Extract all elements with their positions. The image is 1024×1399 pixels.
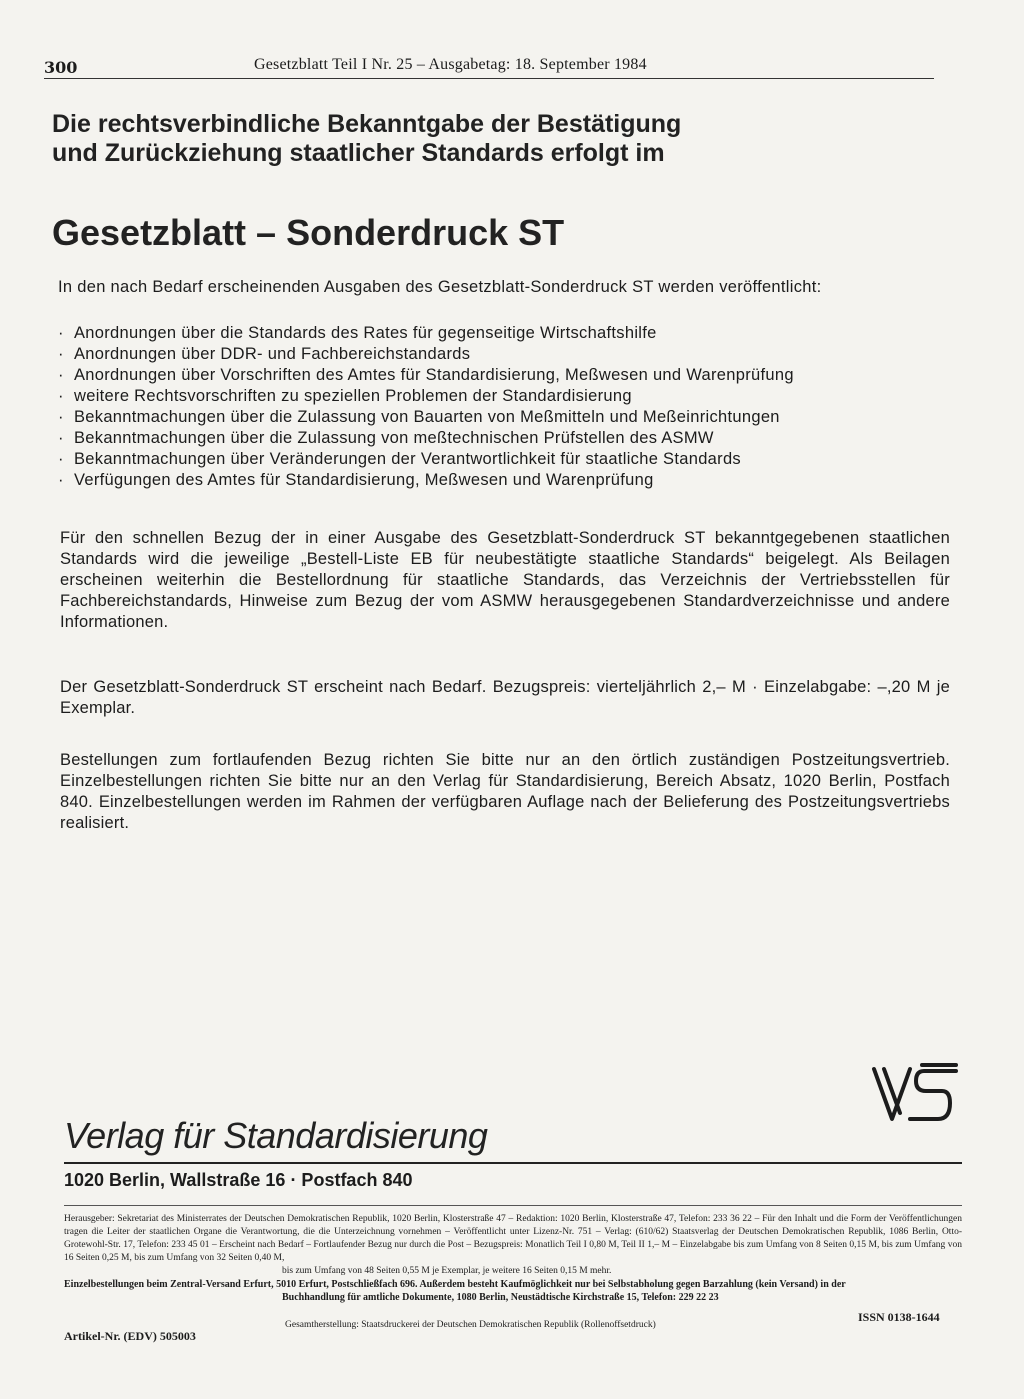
imprint-bookstore: Buchhandlung für amtliche Dokumente, 1080 Berlin, Neustädtische Kirchstraße 15, Telefon: 229 22 23 xyxy=(282,1292,719,1303)
list-item: · Anordnungen über Vorschriften des Amtes für Standardisierung, Meßwesen und Warenprüfung xyxy=(58,366,794,384)
list-item: · Bekanntmachungen über die Zulassung von meßtechnischen Prüfstellen des ASMW xyxy=(58,429,714,447)
list-item: · Bekanntmachungen über die Zulassung von Bauarten von Meßmitteln und Meßeinrichtungen xyxy=(58,408,780,426)
divider xyxy=(64,1162,962,1164)
divider xyxy=(64,1205,962,1206)
list-item: · Verfügungen des Amtes für Standardisierung, Meßwesen und Warenprüfung xyxy=(58,471,654,489)
list-item: · Bekanntmachungen über Veränderungen der Verantwortlichkeit für staatliche Standards xyxy=(58,450,741,468)
publisher-name: Verlag für Standardisierung xyxy=(64,1115,488,1156)
imprint-text: bis zum Umfang von 48 Seiten 0,55 M je Exemplar, je weitere 16 Seiten 0,15 M mehr. xyxy=(282,1266,612,1276)
paragraph-bestellungen: Bestellungen zum fortlaufenden Bezug richten Sie bitte nur an den örtlich zuständigen Postzeitungsvertrieb. Einzelbestellungen richten Sie bitte nur an den Verlag für Standardisierung, Bereich Absatz, 1020 Berlin, Postfach 840. Einzelbestellungen werden im Rahmen der verfügbaren Auflage nach der Belieferung des Postzeitungsvertriebs realisiert. xyxy=(60,751,950,832)
imprint-orders: Einzelbestellungen beim Zentral-Versand Erfurt, 5010 Erfurt, Postschließfach 696. Außerdem besteht Kaufmöglichkeit nur bei Selbstabholung gegen Barzahlung (kein Versand) in der xyxy=(64,1279,846,1290)
paragraph-bestell-liste: Für den schnellen Bezug der in einer Ausgabe des Gesetzblatt-Sonderdruck ST bekanntgegebenen staatlichen Standards wird die jeweilige „Bestell-Liste EB für neubestätigte staatliche Standards“ beigelegt. Als Beilagen erscheinen weiterhin die Bestellordnung für staatliche Standards, das Verzeichnis der Vertriebsstellen für Fachbereichstandards, Hinweise zum Bezug der vom ASMW herausgegebenen Standardverzeichnisse und andere Informationen. xyxy=(60,529,950,631)
lead-sentence: In den nach Bedarf erscheinenden Ausgaben des Gesetzblatt-Sonderdruck ST werden veröffentlicht: xyxy=(58,278,822,296)
list-item: · Anordnungen über die Standards des Rates für gegenseitige Wirtschaftshilfe xyxy=(58,324,657,342)
page-header xyxy=(44,56,934,79)
intro-heading: Die rechtsverbindliche Bekanntgabe der Bestätigung und Zurückziehung staatlicher Standards erfolgt im xyxy=(52,110,682,167)
printer-info: Gesamtherstellung: Staatsdruckerei der Deutschen Demokratischen Republik (Rollenoffsetdruck) xyxy=(285,1320,656,1330)
main-heading: Gesetzblatt – Sonderdruck ST xyxy=(52,212,565,253)
publisher-address: 1020 Berlin, Wallstraße 16 · Postfach 840 xyxy=(64,1170,413,1190)
page-number: 300 xyxy=(44,58,78,77)
list-item: · weitere Rechtsvorschriften zu speziellen Problemen der Standardisierung xyxy=(58,387,632,405)
imprint-text: Herausgeber: Sekretariat des Ministerrates der Deutschen Demokratischen Republik, 1020 Berlin, Klosterstraße 47 – Redaktion: 1020 Berlin, Klosterstraße 47, Telefon: 233 36 22 – Für den Inhalt und die Form der Veröffentlichungen tragen die Leiter der staatlichen Organe die Verantwortung, die die Unterzeichnung vornehmen – Veröffentlicht unter Lizenz-Nr. 751 – Verlag: (610/62) Staatsverlag der Deutschen Demokratischen Republik, 1086 Berlin, Otto-Grotewohl-Str. 17, Telefon: 233 45 01 – Erscheint nach Bedarf – Fortlaufender Bezug nur durch die Post – Bezugspreis: Monatlich Teil I 0,80 M, Teil II 1,– M – Einzelabgabe bis zum Umfang von 8 Seiten 0,15 M, bis zum Umfang von 16 Seiten 0,25 M, bis zum Umfang von 32 Seiten 0,40 M, xyxy=(64,1214,962,1263)
paragraph-bezugspreis: Der Gesetzblatt-Sonderdruck ST erscheint nach Bedarf. Bezugspreis: vierteljährlich 2,– M · Einzelabgabe: –,20 M je Exemplar. xyxy=(60,678,950,717)
vs-logo-icon xyxy=(870,1063,960,1125)
header-title: Gesetzblatt Teil I Nr. 25 – Ausgabetag: 18. September 1984 xyxy=(254,56,647,73)
imprint-block xyxy=(64,1213,962,1304)
issn: ISSN 0138-1644 xyxy=(858,1310,940,1324)
list-item: · Anordnungen über DDR- und Fachbereichstandards xyxy=(58,345,471,363)
publication-list xyxy=(58,323,878,491)
article-number: Artikel-Nr. (EDV) 505003 xyxy=(64,1329,196,1343)
